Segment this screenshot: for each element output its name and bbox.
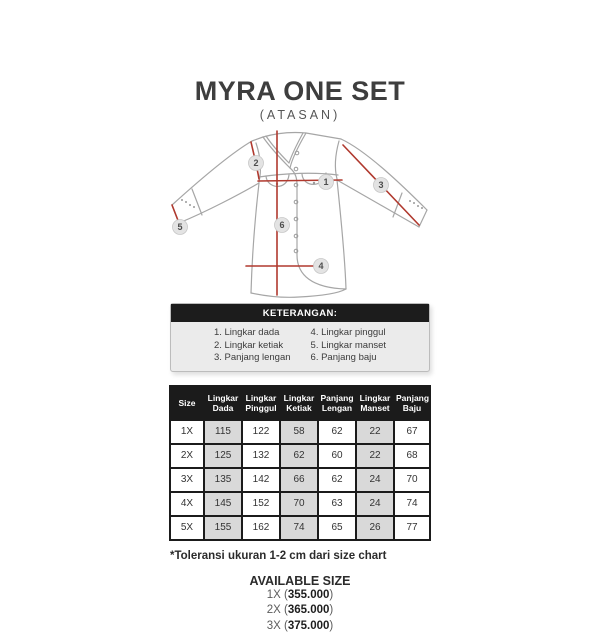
- svg-text:2: 2: [253, 158, 258, 168]
- table-cell: 65: [318, 516, 356, 540]
- price-size: 1X (: [267, 589, 288, 601]
- size-table: [169, 385, 431, 541]
- table-row: [170, 516, 430, 540]
- table-cell: 24: [356, 468, 394, 492]
- table-row: [170, 444, 430, 468]
- keterangan-header: KETERANGAN:: [171, 304, 429, 322]
- legend-item: 5. Lingkar manset: [311, 340, 387, 353]
- table-cell: 145: [204, 492, 242, 516]
- table-cell: 74: [394, 492, 430, 516]
- table-cell: 162: [242, 516, 280, 540]
- table-cell: 58: [280, 420, 318, 444]
- table-cell: 22: [356, 420, 394, 444]
- table-cell: 67: [394, 420, 430, 444]
- table-row: [170, 492, 430, 516]
- measurement-badge: [319, 175, 334, 190]
- price-line: [0, 619, 600, 634]
- price-size: 2X (: [267, 604, 288, 616]
- table-row: [170, 420, 430, 444]
- legend-column-left: [214, 327, 291, 365]
- legend-item: 3. Panjang lengan: [214, 352, 291, 365]
- table-cell: 74: [280, 516, 318, 540]
- table-cell: 60: [318, 444, 356, 468]
- table-cell: 152: [242, 492, 280, 516]
- table-cell: 3X: [170, 468, 204, 492]
- table-cell: 62: [318, 420, 356, 444]
- svg-text:3: 3: [378, 180, 383, 190]
- table-header-cell: Lingkar Ketiak: [280, 386, 318, 420]
- table-header-row: [170, 386, 430, 420]
- table-cell: 70: [394, 468, 430, 492]
- table-cell: 1X: [170, 420, 204, 444]
- keterangan-legend: [171, 322, 429, 371]
- measurement-badge: [374, 178, 389, 193]
- garment-outline: [172, 133, 427, 298]
- table-cell: 68: [394, 444, 430, 468]
- measurement-badges: [173, 156, 389, 274]
- measurement-badge: [173, 220, 188, 235]
- legend-item: 2. Lingkar ketiak: [214, 340, 291, 353]
- table-cell: 24: [356, 492, 394, 516]
- price-suffix: ): [329, 589, 333, 601]
- table-cell: 26: [356, 516, 394, 540]
- svg-text:1: 1: [323, 177, 328, 187]
- table-cell: 62: [318, 468, 356, 492]
- price-suffix: ): [329, 604, 333, 616]
- table-header-cell: Panjang Lengan: [318, 386, 356, 420]
- legend-item: 4. Lingkar pinggul: [311, 327, 387, 340]
- measurement-badge: [275, 218, 290, 233]
- table-header-cell: Lingkar Pinggul: [242, 386, 280, 420]
- table-cell: 62: [280, 444, 318, 468]
- table-cell: 155: [204, 516, 242, 540]
- table-cell: 5X: [170, 516, 204, 540]
- table-cell: 66: [280, 468, 318, 492]
- price-suffix: ): [329, 620, 333, 632]
- table-cell: 70: [280, 492, 318, 516]
- page-title: MYRA ONE SET: [0, 0, 600, 105]
- keterangan-box: [170, 303, 430, 372]
- svg-text:6: 6: [279, 220, 284, 230]
- legend-item: 1. Lingkar dada: [214, 327, 291, 340]
- price-line: [0, 588, 600, 604]
- table-cell: 4X: [170, 492, 204, 516]
- table-cell: 125: [204, 444, 242, 468]
- table-header-cell: Lingkar Dada: [204, 386, 242, 420]
- price-value: 375.000: [288, 620, 330, 632]
- svg-text:5: 5: [177, 222, 182, 232]
- table-header-cell: Size: [170, 386, 204, 420]
- price-value: 355.000: [288, 589, 330, 601]
- table-row: [170, 468, 430, 492]
- table-cell: 63: [318, 492, 356, 516]
- garment-diagram: [140, 128, 460, 298]
- available-size-heading: AVAILABLE SIZE: [0, 574, 600, 588]
- legend-column-right: [311, 327, 387, 365]
- table-cell: 135: [204, 468, 242, 492]
- table-cell: 142: [242, 468, 280, 492]
- price-line: [0, 603, 600, 619]
- measurement-badge: [314, 259, 329, 274]
- price-size: 3X (: [267, 620, 288, 632]
- table-cell: 132: [242, 444, 280, 468]
- table-cell: 2X: [170, 444, 204, 468]
- table-header-cell: Lingkar Manset: [356, 386, 394, 420]
- legend-item: 6. Panjang baju: [311, 352, 387, 365]
- measurement-badge: [249, 156, 264, 171]
- table-cell: 22: [356, 444, 394, 468]
- svg-text:4: 4: [318, 261, 323, 271]
- table-cell: 122: [242, 420, 280, 444]
- tolerance-note: *Toleransi ukuran 1-2 cm dari size chart: [170, 550, 430, 562]
- table-cell: 115: [204, 420, 242, 444]
- table-cell: 77: [394, 516, 430, 540]
- page-subtitle: (ATASAN): [0, 108, 600, 122]
- price-value: 365.000: [288, 604, 330, 616]
- table-header-cell: Panjang Baju: [394, 386, 430, 420]
- measurement-lines: [172, 131, 419, 295]
